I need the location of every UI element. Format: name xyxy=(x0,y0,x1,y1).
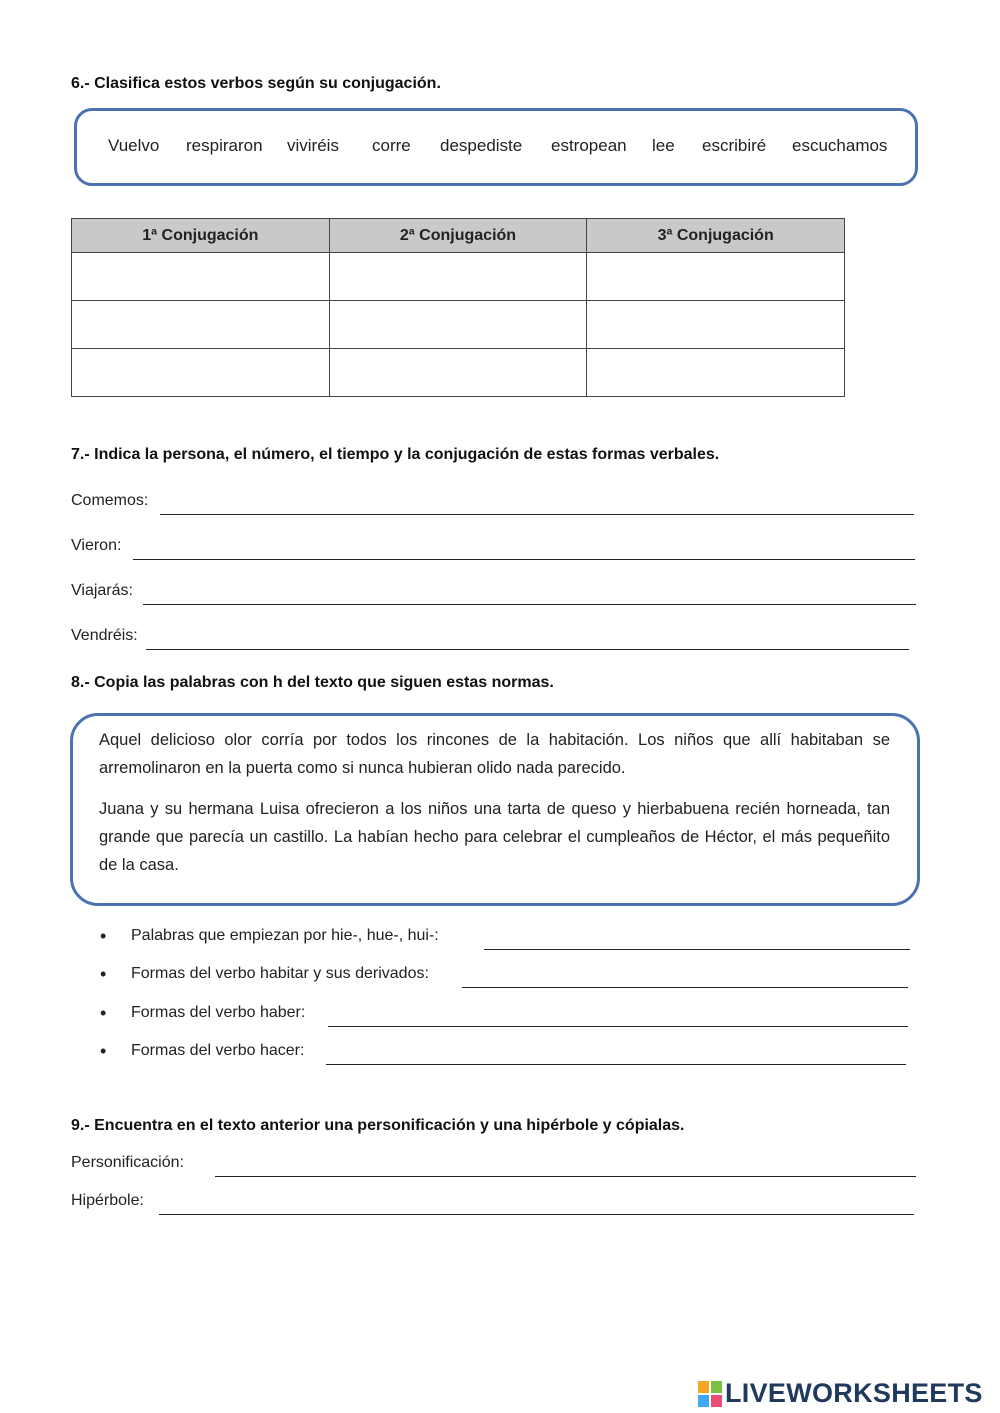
verb-item: viviréis xyxy=(287,136,339,155)
hiperbole-row xyxy=(71,1192,910,1214)
bullet-icon: • xyxy=(100,926,107,946)
answer-cell-input[interactable] xyxy=(587,301,844,348)
haber-input[interactable] xyxy=(328,1006,908,1027)
table-row xyxy=(72,301,845,349)
exercise-9-heading: 9.- Encuentra en el texto anterior una personificación y una hipérbole y cópialas. xyxy=(71,1117,685,1134)
verb-item: estropean xyxy=(551,136,627,155)
comemos-label: Comemos: xyxy=(71,492,149,509)
hacer-input[interactable] xyxy=(326,1044,906,1065)
header-conjugation-3: 3ª Conjugación xyxy=(587,219,845,253)
bullet-icon: • xyxy=(100,1041,107,1061)
verb-item: respiraron xyxy=(186,136,263,155)
table-cell xyxy=(72,301,330,349)
exercise-7-heading: 7.- Indica la persona, el número, el tiempo y la conjugación de estas formas verbales. xyxy=(71,446,720,463)
bullet-icon: • xyxy=(100,1003,107,1023)
table-row xyxy=(72,253,845,301)
bullet-row-habitar xyxy=(100,965,904,987)
viajaras-input[interactable] xyxy=(143,584,916,605)
bullet-label: Formas del verbo hacer: xyxy=(131,1042,305,1059)
verb-item: corre xyxy=(372,136,411,155)
vieron-label: Vieron: xyxy=(71,537,122,554)
verb-item: despediste xyxy=(440,136,523,155)
vendreis-row xyxy=(71,627,905,649)
reading-paragraph-2: Juana y su hermana Luisa ofrecieron a los niños una tarta de queso y hierbabuena recién horneada, tan grande que parecía un castillo. La habían hecho para celebrar el cumpleaños de Héctor, el más pequeñito de la casa. xyxy=(99,800,890,874)
personificacion-label: Personificación: xyxy=(71,1154,184,1171)
answer-cell-input[interactable] xyxy=(330,253,587,300)
bullet-row-hie-hue-hui xyxy=(100,927,906,949)
bullet-icon: • xyxy=(100,964,107,984)
logo-blocks-icon xyxy=(698,1381,722,1407)
personificacion-input[interactable] xyxy=(215,1156,916,1177)
answer-cell-input[interactable] xyxy=(72,349,329,396)
table-header-row xyxy=(72,219,845,253)
hie-hue-hui-input[interactable] xyxy=(484,929,910,950)
verb-item: escribiré xyxy=(702,136,767,155)
hiperbole-input[interactable] xyxy=(159,1194,914,1215)
viajaras-label: Viajarás: xyxy=(71,582,133,599)
answer-cell-input[interactable] xyxy=(72,301,329,348)
personificacion-row xyxy=(71,1154,912,1176)
table-cell xyxy=(329,253,587,301)
exercise-8-heading: 8.- Copia las palabras con h del texto que siguen estas normas. xyxy=(71,674,554,691)
exercise-6-heading: 6.- Clasifica estos verbos según su conjugación. xyxy=(71,75,441,92)
answer-cell-input[interactable] xyxy=(330,301,587,348)
hiperbole-label: Hipérbole: xyxy=(71,1192,144,1209)
bullet-label: Palabras que empiezan por hie-, hue-, hui-: xyxy=(131,927,439,944)
logo-text: LIVEWORKSHEETS xyxy=(725,1378,983,1408)
vendreis-label: Vendréis: xyxy=(71,627,138,644)
table-row xyxy=(72,349,845,397)
table-cell xyxy=(72,253,330,301)
vieron-input[interactable] xyxy=(133,539,915,560)
logo-block xyxy=(698,1381,709,1393)
answer-cell-input[interactable] xyxy=(587,349,844,396)
bullet-label: Formas del verbo haber: xyxy=(131,1004,306,1021)
verb-item: lee xyxy=(652,136,675,155)
vendreis-input[interactable] xyxy=(146,629,909,650)
comemos-row xyxy=(71,492,910,514)
table-cell xyxy=(587,253,845,301)
header-conjugation-2: 2ª Conjugación xyxy=(329,219,587,253)
table-cell xyxy=(72,349,330,397)
answer-cell-input[interactable] xyxy=(330,349,587,396)
reading-paragraph-1: Aquel delicioso olor corría por todos los rincones de la habitación. Los niños que allí habitaban se arremolinaron en la puerta como si nunca hubieran olido nada parecido. xyxy=(99,731,890,777)
bullet-row-haber xyxy=(100,1004,904,1026)
answer-cell-input[interactable] xyxy=(72,253,329,300)
logo-block xyxy=(698,1395,709,1407)
table-cell xyxy=(329,349,587,397)
table-cell xyxy=(329,301,587,349)
conjugation-table xyxy=(71,218,845,397)
bullet-label: Formas del verbo habitar y sus derivados: xyxy=(131,965,429,982)
header-conjugation-1: 1ª Conjugación xyxy=(72,219,330,253)
table-cell xyxy=(587,349,845,397)
logo-block xyxy=(711,1381,722,1393)
logo-block xyxy=(711,1395,722,1407)
table-cell xyxy=(587,301,845,349)
comemos-input[interactable] xyxy=(160,494,914,515)
habitar-input[interactable] xyxy=(462,967,908,988)
vieron-row xyxy=(71,537,911,559)
answer-cell-input[interactable] xyxy=(587,253,844,300)
viajaras-row xyxy=(71,582,912,604)
verb-item: escuchamos xyxy=(792,136,888,155)
bullet-row-hacer xyxy=(100,1042,902,1064)
verb-item: Vuelvo xyxy=(108,136,160,155)
